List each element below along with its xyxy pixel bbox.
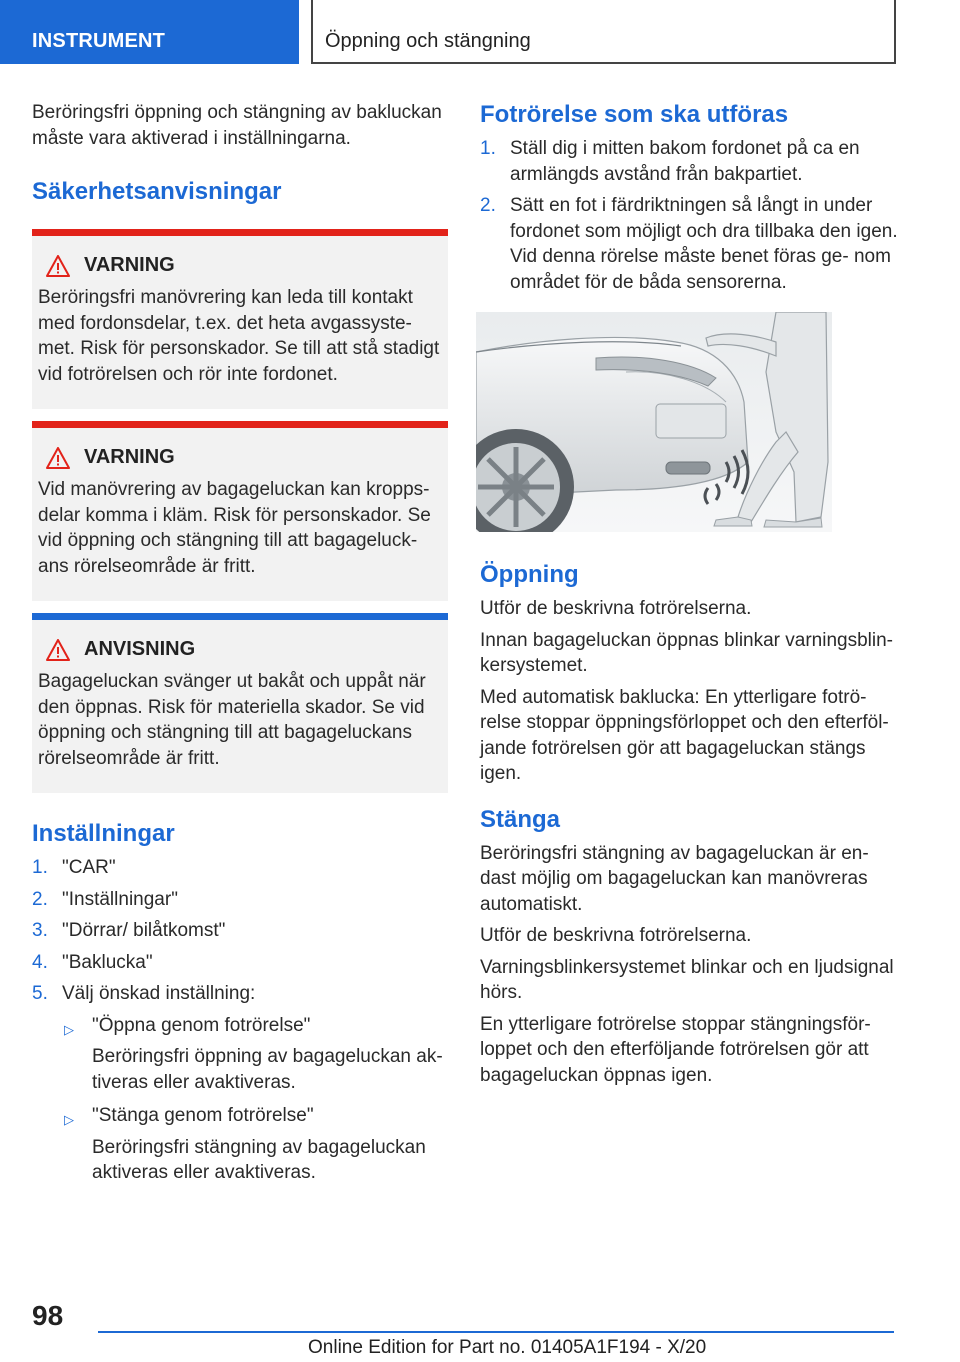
option-list (32, 1013, 448, 1186)
list-item: 1. Ställ dig i mitten bakom fordonet på ca en armlängds avstånd från bakpartiet. (480, 138, 860, 185)
right-lower-column (480, 560, 900, 1088)
section-tab (0, 0, 299, 64)
triangle-bullet-icon: ▷ (64, 1112, 74, 1127)
close-paragraph-1: Beröringsfri stängning av bagageluckan är en- dast möjlig om bagageluckan kan manövreras automatiskt. (480, 842, 869, 915)
chapter-title: Öppning och stängning (325, 30, 531, 52)
warning-triangle-icon (46, 447, 70, 469)
edition-note: Online Edition for Part no. 01405A1F194 - X/20 (308, 1337, 707, 1358)
chapter-tab (311, 0, 896, 64)
car-and-leg-image (476, 312, 832, 532)
intro-paragraph: Beröringsfri öppning och stängning av bakluckan måste vara aktiverad i inställningarna. (32, 102, 442, 149)
warning-bar (32, 229, 448, 236)
list-item: 2. "Inställningar" (32, 888, 178, 910)
list-item: 5. Välj önskad inställning: (32, 983, 256, 1004)
foot-steps (480, 136, 900, 295)
warning-box-1 (32, 229, 448, 409)
notice-box (32, 613, 448, 793)
close-heading: Stänga (480, 805, 561, 833)
safety-heading: Säkerhetsanvisningar (32, 178, 282, 205)
close-paragraph-2: Utför de beskrivna fotrörelserna. (480, 925, 752, 946)
footer-divider (98, 1331, 894, 1333)
close-paragraph-4: En ytterligare fotrörelse stoppar stängningsför- loppet och den efterföljande fotrörelsen gör att bagageluckan öppnas igen. (480, 1013, 871, 1086)
warning-title: VARNING (84, 446, 175, 468)
open-heading: Öppning (480, 561, 579, 588)
option-item: ▷ "Öppna genom fotrörelse" Beröringsfri öppning av bagageluckan ak- tiveras eller avaktiveras. (64, 1014, 443, 1093)
warning-box-2 (32, 421, 448, 601)
close-paragraph-3: Varningsblinkersystemet blinkar och en ljudsignal hörs. (480, 956, 894, 1003)
triangle-bullet-icon: ▷ (64, 1021, 74, 1037)
warning-triangle-icon (46, 639, 70, 661)
warning-text: Beröringsfri manövrering kan leda till kontakt med fordonsdelar, t.ex. det heta avgassyste- met. Risk för personskador. Se till att stå stadigt vid fotrörelsen och rör inte fordonet. (38, 287, 440, 385)
notice-title: ANVISNING (84, 638, 196, 660)
warning-bar (32, 421, 448, 428)
warning-title: VARNING (84, 254, 175, 276)
warning-triangle-icon (46, 255, 70, 277)
list-item: 1. "CAR" (32, 857, 116, 878)
open-paragraph-3: Med automatisk baklucka: En ytterligare fotrö- relse stoppar öppningsförloppet och den efterföl- jande fotrörelsen gör att bagageluckan stängs igen. (480, 686, 889, 784)
open-paragraph-2: Innan bagageluckan öppnas blinkar varningsblin- kersystemet. (480, 629, 894, 676)
list-item: 3. "Dörrar/ bilåtkomst" (32, 920, 226, 941)
settings-heading: Inställningar (32, 820, 175, 847)
page-number: 98 (32, 1300, 64, 1331)
option-item: ▷ "Stänga genom fotrörelse" Beröringsfri stängning av bagageluckan aktiveras eller avaktiveras. (64, 1105, 426, 1183)
notice-bar (32, 613, 448, 620)
foot-heading: Fotrörelse som ska utföras (480, 101, 789, 128)
warning-text: Vid manövrering av bagageluckan kan kropps- delar komma i kläm. Risk för personskador. Se vid öppning och stängning till att bagageluck- ans rörelseområde är fritt. (38, 479, 431, 577)
section-title: INSTRUMENT (32, 30, 166, 52)
settings-steps (32, 855, 448, 1007)
left-column (32, 100, 448, 1194)
open-paragraph-1: Utför de beskrivna fotrörelserna. (480, 598, 752, 619)
notice-text: Bagageluckan svänger ut bakåt och uppåt när den öppnas. Risk för materiella skador. Se vid öppning och stängning till att bagageluckans rörelseområde är fritt. (38, 671, 426, 769)
foot-gesture-illustration (476, 312, 832, 532)
right-column (480, 100, 900, 295)
list-item: 2. Sätt en fot i färdriktningen så långt in under fordonet som möjligt och dra tillbaka den igen. Vid denna rörelse måste benet föras ge- nom området för de båda sensorerna. (480, 195, 898, 293)
list-item: 4. "Baklucka" (32, 951, 153, 973)
